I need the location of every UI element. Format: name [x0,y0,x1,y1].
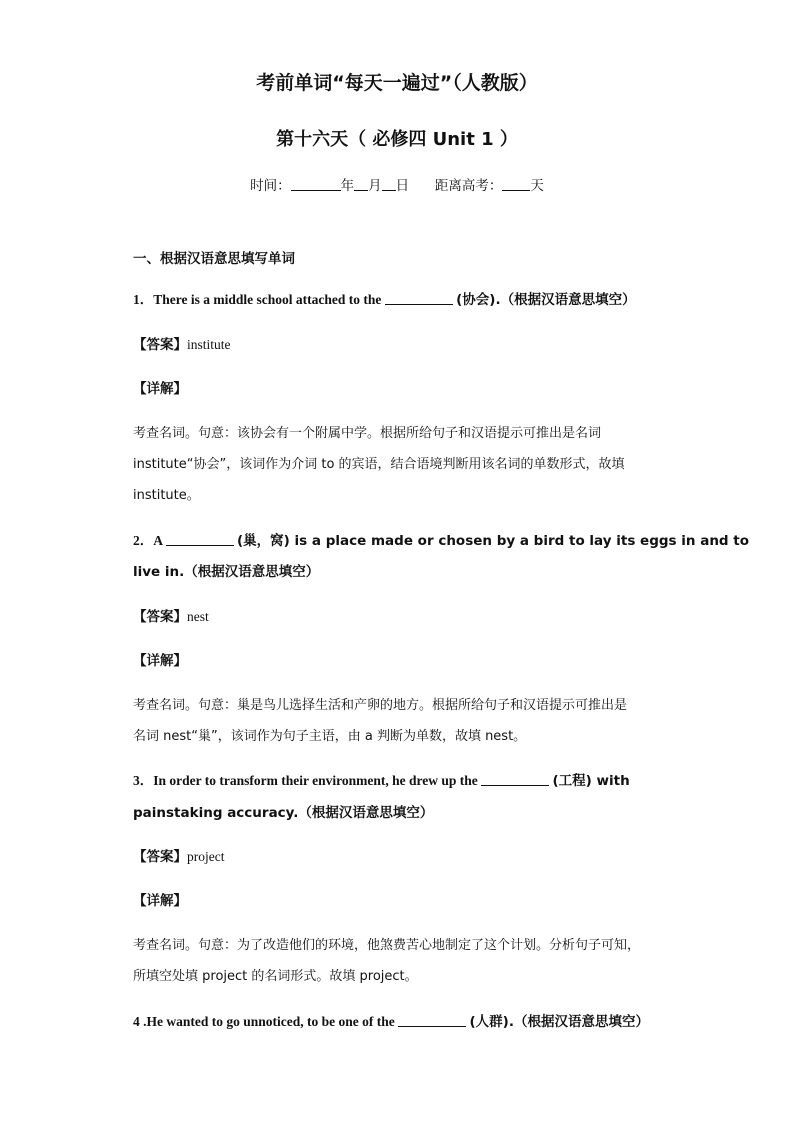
explanation-line: institute“协会”，该词作为介词 to 的宾语，结合语境判断用该名词的单数形式，故填 [133,457,625,472]
detail-label: 【详解】 [133,381,187,397]
answer-blank [166,533,234,546]
answer-blank [398,1014,466,1027]
question-hint: (巢，窝) is a place made or chosen by a bird to lay its eggs in and to [237,533,750,549]
detail-label: 【详解】 [133,653,187,669]
countdown-unit: 天 [530,178,544,194]
question-1 [133,288,636,308]
question-3-cont [133,801,433,821]
question-hint: live in.（根据汉语意思填空） [133,564,320,580]
question-text: 4 .He wanted to go unnoticed, to be one of the [133,1014,395,1029]
day-blank [382,178,396,191]
answer-blank [385,292,453,305]
question-3 [133,769,630,789]
answer-value: project [187,849,225,864]
date-line [0,174,794,194]
explanation-line: 考查名词。句意：巢是鸟儿选择生活和产卵的地方。根据所给句子和汉语提示可推出是 [133,698,628,713]
question-text: 2．A [133,533,163,548]
question-hint: (人群).（根据汉语意思填空） [469,1014,649,1030]
time-label: 时间： [250,178,291,194]
question-hint: painstaking accuracy.（根据汉语意思填空） [133,805,434,821]
question-4 [133,1010,649,1030]
month-label: 月 [368,178,382,194]
answer-3 [133,845,224,865]
question-2 [133,529,749,549]
countdown-blank [502,178,530,191]
answer-blank [481,773,549,786]
answer-label: 【答案】 [133,337,187,353]
section-heading: 一、根据汉语意思填写单词 [133,251,295,267]
detail-label: 【详解】 [133,893,187,909]
countdown-label: 距离高考： [434,178,503,194]
question-2-cont [133,560,319,580]
document-subtitle: 第十六天（ 必修四 Unit 1 ） [276,129,518,150]
explanation-line: institute。 [133,488,200,503]
explanation-line: 考查名词。句意：为了改造他们的环境，他煞费苦心地制定了这个计划。分析句子可知， [133,938,641,953]
year-blank [291,178,341,191]
year-label: 年 [340,178,355,194]
question-hint: (工程) with [552,773,630,789]
answer-label: 【答案】 [133,849,187,865]
month-blank [354,178,368,191]
answer-value: nest [187,609,209,624]
question-text: 1．There is a middle school attached to the [133,292,382,307]
explanation-line: 名词 nest“巢”，该词作为句子主语，由 a 判断为单数，故填 nest。 [133,729,527,744]
explanation-line: 所填空处填 project 的名词形式。故填 project。 [133,969,418,984]
explanation-line: 考查名词。句意：该协会有一个附属中学。根据所给句子和汉语提示可推出是名词 [133,426,602,441]
answer-label: 【答案】 [133,609,187,625]
question-text: 3．In order to transform their environment, he drew up the [133,773,478,788]
document-title: 考前单词“每天一遍过”（人教版） [256,72,538,94]
answer-1 [133,333,231,353]
answer-value: institute [187,337,231,352]
day-label: 日 [395,178,410,194]
answer-2 [133,605,209,625]
question-hint: (协会).（根据汉语意思填空） [456,292,636,308]
